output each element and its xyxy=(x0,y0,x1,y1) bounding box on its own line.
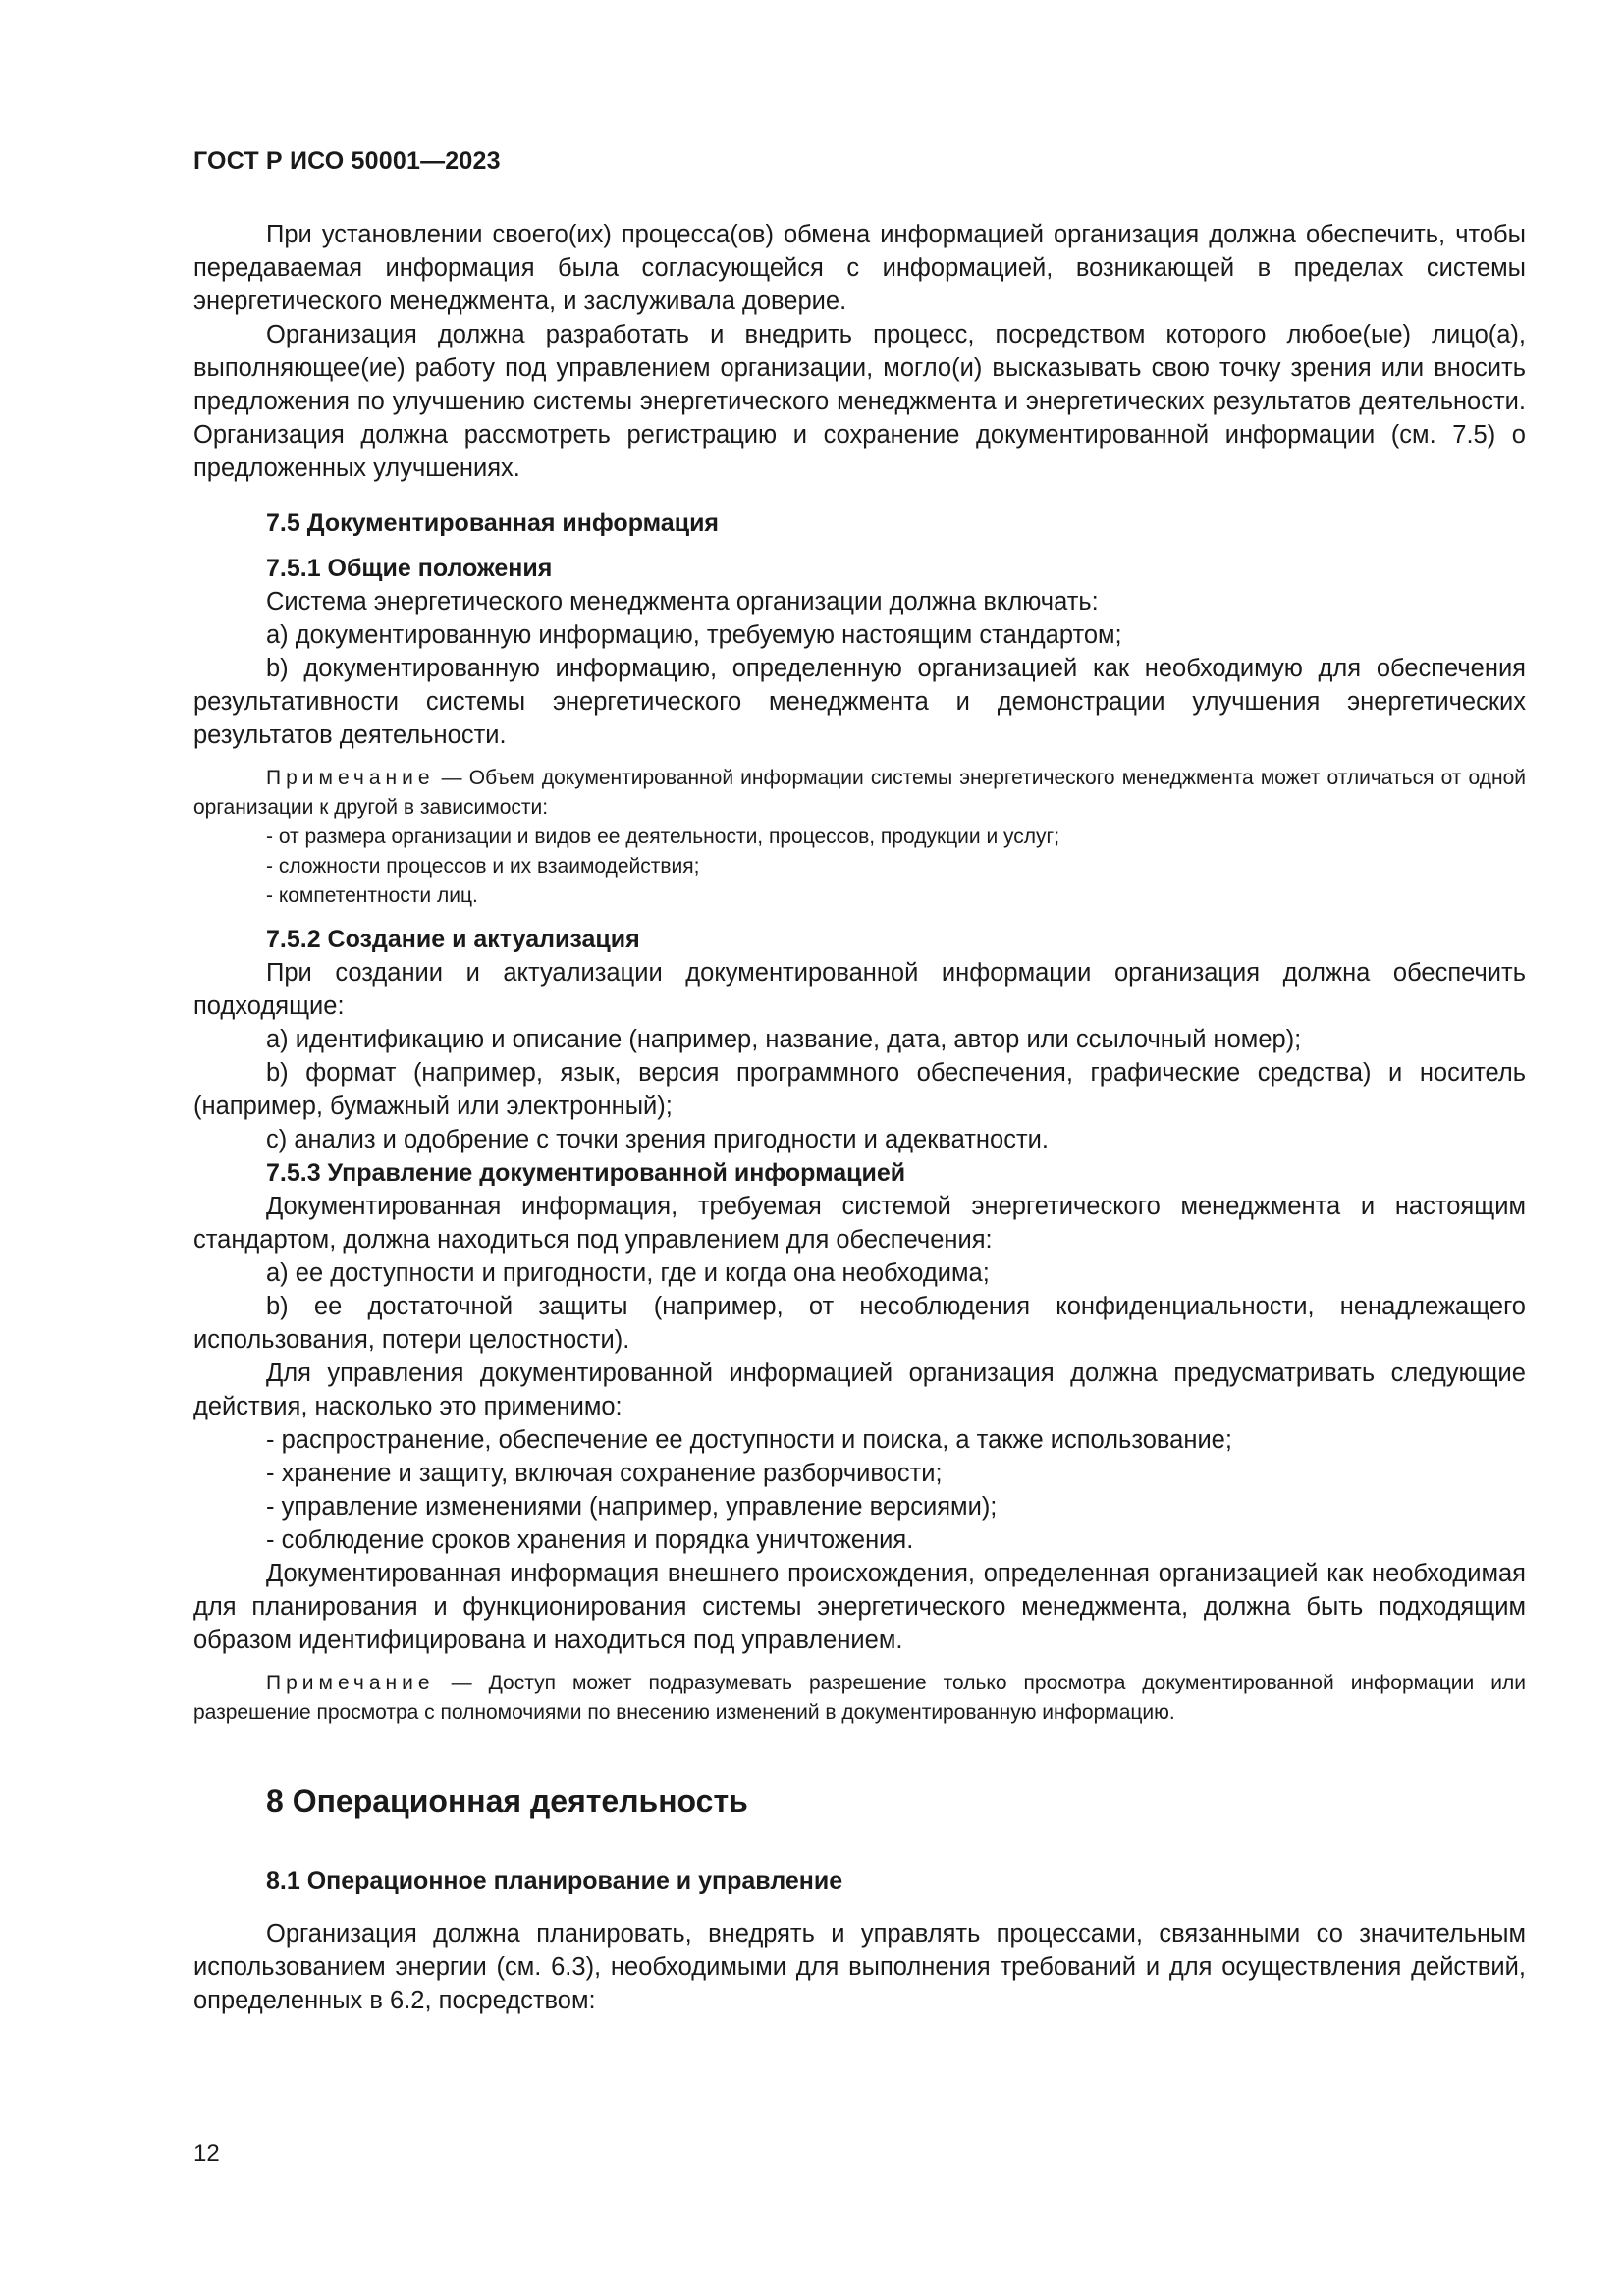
section-7-5-1-lead: Система энергетического менеджмента организации должна включать: xyxy=(266,588,1099,615)
section-7-5-1-item-b: b) документированную информацию, определенную организацией как необходимую для обеспечения результативности системы энергетического менеджмента и демонстрации улучшения энергетических результатов деятельности. xyxy=(193,655,1526,749)
page-number: 12 xyxy=(193,2140,220,2166)
action-list-item: - управление изменениями (например, управление версиями); xyxy=(266,1493,998,1521)
section-7-5-3-item-a: a) ее доступности и пригодности, где и когда она необходима; xyxy=(266,1259,990,1287)
section-8-heading: 8 Операционная деятельность xyxy=(266,1784,748,1819)
note-7-5-1 xyxy=(193,764,1526,911)
note-label: Примечание xyxy=(266,1672,435,1694)
section-8-1-paragraph: Организация должна планировать, внедрять и управлять процессами, связанными со значительным использованием энергии (см. 6.3), необходимыми для выполнения требований и для осуществления действий, определенных в 6.2, посредством: xyxy=(193,1920,1526,2014)
note-list-item: - от размера организации и видов ее деятельности, процессов, продукции и услуг; xyxy=(266,826,1060,848)
note-text: — Доступ может подразумевать разрешение только просмотра документированной информации или разрешение просмотра с полномочиями по внесению изменений в документированную информацию. xyxy=(193,1672,1526,1724)
section-7-5-3-lead: Документированная информация, требуемая системой энергетического менеджмента и настоящим стандартом, должна находиться под управлением для обеспечения: xyxy=(193,1193,1526,1254)
section-7-5-3-external: Документированная информация внешнего происхождения, определенная организацией как необходимая для планирования и функционирования системы энергетического менеджмента, должна быть подходящим образом идентифицирована и находиться под управлением. xyxy=(193,1560,1526,1654)
section-7-5-1-heading: 7.5.1 Общие положения xyxy=(266,555,553,582)
note-list-item: - сложности процессов и их взаимодействия; xyxy=(266,855,700,878)
note-text: — Объем документированной информации системы энергетического менеджмента может отличаться от одной организации к другой в зависимости: xyxy=(193,767,1526,819)
section-7-5-2-item-b: b) формат (например, язык, версия программного обеспечения, графические средства) и носитель (например, бумажный или электронный); xyxy=(193,1059,1526,1120)
note-label: Примечание xyxy=(266,767,435,789)
action-list-item: - распространение, обеспечение ее доступности и поиска, а также использование; xyxy=(266,1426,1232,1454)
section-7-5-3-item-b: b) ее достаточной защиты (например, от несоблюдения конфиденциальности, ненадлежащего использования, потери целостности). xyxy=(193,1293,1526,1354)
section-7-5-1-item-a: a) документированную информацию, требуемую настоящим стандартом; xyxy=(266,621,1122,649)
intro-paragraph-1: При установлении своего(их) процесса(ов) обмена информацией организация должна обеспечить, чтобы передаваемая информация была согласующейся с информацией, возникающей в пределах системы энергетического менеджмента, и заслуживала доверие. xyxy=(193,221,1526,315)
section-7-5-2-lead: При создании и актуализации документированной информации организация должна обеспечить подходящие: xyxy=(193,959,1526,1020)
section-7-5-3-heading: 7.5.3 Управление документированной информацией xyxy=(266,1159,906,1187)
section-8-1-heading: 8.1 Операционное планирование и управление xyxy=(266,1867,843,1895)
section-7-5-heading: 7.5 Документированная информация xyxy=(266,509,720,537)
note-list-item: - компетентности лиц. xyxy=(266,884,478,907)
document-header-title: ГОСТ Р ИСО 50001—2023 xyxy=(193,147,501,175)
section-7-5-2-item-a: a) идентификацию и описание (например, название, дата, автор или ссылочный номер); xyxy=(266,1026,1302,1053)
action-list-item: - соблюдение сроков хранения и порядка уничтожения. xyxy=(266,1526,914,1554)
section-7-5-2-heading: 7.5.2 Создание и актуализация xyxy=(266,926,640,953)
section-7-5-2-item-c: c) анализ и одобрение с точки зрения пригодности и адекватности. xyxy=(266,1126,1049,1153)
section-7-5-3-actions-lead: Для управления документированной информацией организация должна предусматривать следующие действия, насколько это применимо: xyxy=(193,1360,1526,1420)
action-list-item: - хранение и защиту, включая сохранение разборчивости; xyxy=(266,1460,943,1487)
intro-paragraph-2: Организация должна разработать и внедрить процесс, посредством которого любое(ые) лицо(а), выполняющее(ие) работу под управлением организации, могло(и) высказывать свою точку зрения или вносить предложения по улучшению системы энергетического менеджмента и энергетических результатов деятельности. Организация должна рассмотреть регистрацию и сохранение документированной информации (см. 7.5) о предложенных улучшениях. xyxy=(193,321,1526,482)
note-7-5-3 xyxy=(193,1669,1526,1728)
